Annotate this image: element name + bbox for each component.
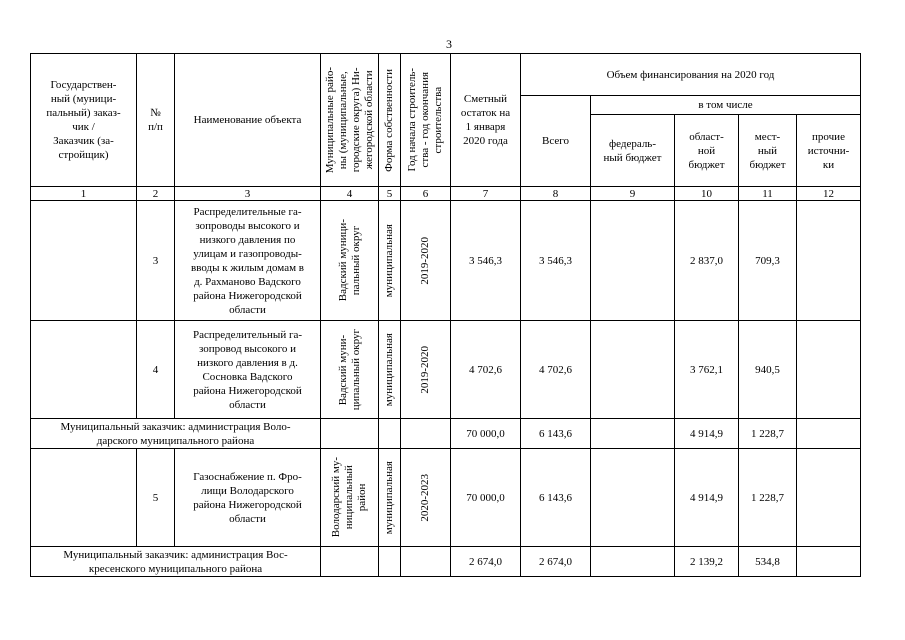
federal <box>591 419 675 449</box>
years: 2019-2020 <box>401 321 451 419</box>
header-federal: федераль- ный бюджет <box>591 115 675 187</box>
object-name: Распределительный га- зопровод высокого и низкого давления в д. Сосновка Вадского района Нижегородской области <box>175 321 321 419</box>
header-years: Год начала строитель- ства - год окончания строительства <box>401 54 451 187</box>
regional: 4 914,9 <box>675 449 739 547</box>
col-num: 9 <box>591 187 675 201</box>
row-num: 5 <box>137 449 175 547</box>
customer-label: Муниципальный заказчик: администрация Воло- дарского муниципального района <box>31 419 321 449</box>
header-financing: Объем финансирования на 2020 год <box>521 54 861 96</box>
object-name: Газоснабжение п. Фро- лищи Володарского района Нижегородской области <box>175 449 321 547</box>
col-num: 6 <box>401 187 451 201</box>
col-num: 12 <box>797 187 861 201</box>
federal <box>591 449 675 547</box>
header-total: Всего <box>521 96 591 187</box>
customer-row <box>31 419 861 449</box>
ownership: муниципальная <box>379 321 401 419</box>
empty-cell <box>401 419 451 449</box>
header-municipality: Муниципальные райо- ны (муниципальные, городские округа) Ни- жегородской области <box>321 54 379 187</box>
empty-cell <box>31 201 137 321</box>
header-local: мест- ный бюджет <box>739 115 797 187</box>
row-num: 4 <box>137 321 175 419</box>
balance: 2 674,0 <box>451 547 521 577</box>
row-num: 3 <box>137 201 175 321</box>
col-num: 5 <box>379 187 401 201</box>
municipality: Володарский му- ниципальный район <box>321 449 379 547</box>
col-num: 1 <box>31 187 137 201</box>
header-object-name: Наименование объекта <box>175 54 321 187</box>
regional: 2 837,0 <box>675 201 739 321</box>
other <box>797 419 861 449</box>
empty-cell <box>31 449 137 547</box>
table-row <box>31 321 861 419</box>
col-num: 2 <box>137 187 175 201</box>
federal <box>591 547 675 577</box>
page-number: 3 <box>446 37 452 51</box>
header-regional: област- ной бюджет <box>675 115 739 187</box>
table-row <box>31 201 861 321</box>
balance: 3 546,3 <box>451 201 521 321</box>
col-num: 8 <box>521 187 591 201</box>
customer-row <box>31 547 861 577</box>
regional: 4 914,9 <box>675 419 739 449</box>
column-number-row <box>31 187 861 201</box>
years: 2020-2023 <box>401 449 451 547</box>
header-customer: Государствен- ный (муници- пальный) заказ- чик / Заказчик (за- стройщик) <box>31 54 137 187</box>
empty-cell <box>379 547 401 577</box>
local: 534,8 <box>739 547 797 577</box>
balance: 4 702,6 <box>451 321 521 419</box>
municipality: Вадский муни- ципальный округ <box>321 321 379 419</box>
empty-cell <box>321 547 379 577</box>
col-num: 11 <box>739 187 797 201</box>
financing-table <box>30 53 861 577</box>
total: 4 702,6 <box>521 321 591 419</box>
years: 2019-2020 <box>401 201 451 321</box>
local: 1 228,7 <box>739 449 797 547</box>
balance: 70 000,0 <box>451 449 521 547</box>
header-other: прочие источни- ки <box>797 115 861 187</box>
total: 6 143,6 <box>521 419 591 449</box>
header-balance: Сметный остаток на 1 января 2020 года <box>451 54 521 187</box>
other <box>797 547 861 577</box>
regional: 3 762,1 <box>675 321 739 419</box>
local: 1 228,7 <box>739 419 797 449</box>
col-num: 4 <box>321 187 379 201</box>
empty-cell <box>31 321 137 419</box>
header-including: в том числе <box>591 96 861 115</box>
ownership: муниципальная <box>379 201 401 321</box>
ownership: муниципальная <box>379 449 401 547</box>
col-num: 3 <box>175 187 321 201</box>
local: 940,5 <box>739 321 797 419</box>
header-num: № п/п <box>137 54 175 187</box>
balance: 70 000,0 <box>451 419 521 449</box>
total: 2 674,0 <box>521 547 591 577</box>
col-num: 10 <box>675 187 739 201</box>
customer-label: Муниципальный заказчик: администрация Вос- кресенского муниципального района <box>31 547 321 577</box>
local: 709,3 <box>739 201 797 321</box>
municipality: Вадский муници- пальный округ <box>321 201 379 321</box>
empty-cell <box>401 547 451 577</box>
federal <box>591 321 675 419</box>
regional: 2 139,2 <box>675 547 739 577</box>
other <box>797 449 861 547</box>
total: 3 546,3 <box>521 201 591 321</box>
col-num: 7 <box>451 187 521 201</box>
other <box>797 201 861 321</box>
table-row <box>31 449 861 547</box>
header-ownership: Форма собственности <box>379 54 401 187</box>
federal <box>591 201 675 321</box>
empty-cell <box>379 419 401 449</box>
other <box>797 321 861 419</box>
object-name: Распределительные га- зопроводы высокого и низкого давления по улицам и газопроводы- вводы к жилым домам в д. Рахманово Вадского района Нижегородской области <box>175 201 321 321</box>
total: 6 143,6 <box>521 449 591 547</box>
empty-cell <box>321 419 379 449</box>
